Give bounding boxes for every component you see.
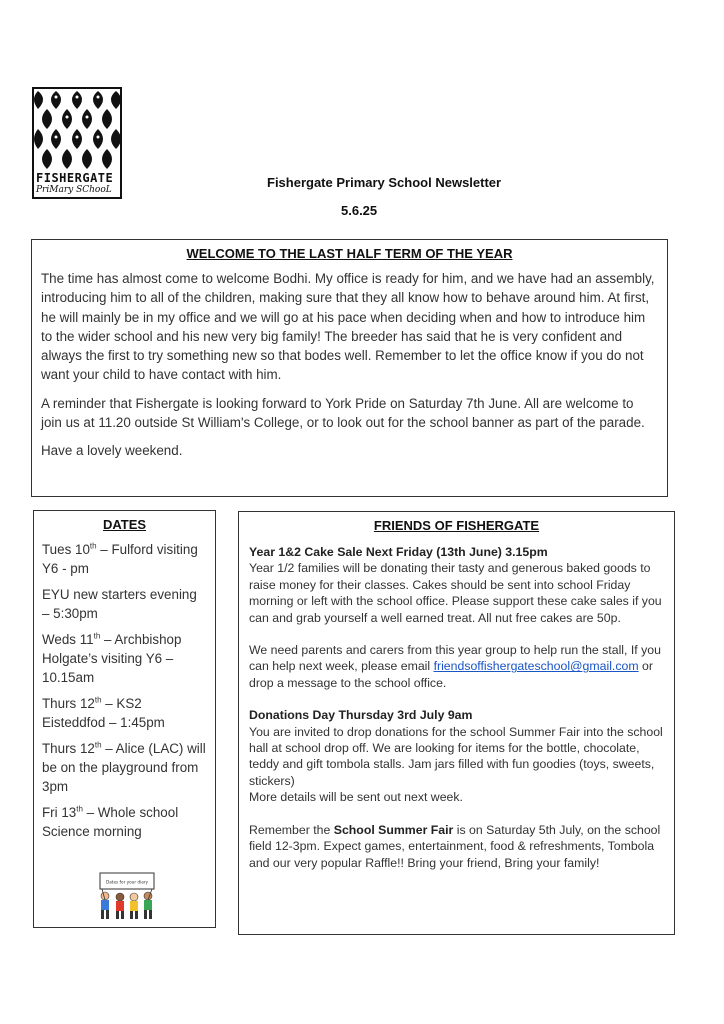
date-item: Thurs 12th – Alice (LAC) will be on the playground from 3pm bbox=[42, 740, 206, 794]
dates-section bbox=[33, 510, 216, 928]
dates-heading: DATES bbox=[102, 517, 147, 532]
logo-text-line1: FISHERGATE bbox=[36, 171, 114, 185]
cake-sale-title: Year 1&2 Cake Sale Next Friday (13th June) 3.15pm bbox=[249, 545, 548, 559]
welcome-paragraph: The time has almost come to welcome Bodhi. My office is ready for him, and we have had an assembly, introducing him to all of the children, making sure that they all know how to behave around him. At first, he will mainly be in my office and we will go at his pace when deciding when and how to introduce him to the wider school and his new very big family! The breeder has said that he is very confident and always the first to try something new so that bodes well. Remember to let the office know if you do not want your child to have contact with him. bbox=[41, 271, 655, 383]
summer-fair-block: Remember the School Summer Fair is on Saturday 5th July, on the school field 12-3pm. Expect games, entertainment, food & refreshments, Tombola and our very popular Raffle!! Bring your friend, Bring your family! bbox=[249, 822, 661, 870]
welcome-paragraph: A reminder that Fishergate is looking forward to York Pride on Saturday 7th June. All are welcome to join us at 11.20 outside St William's College, or to look out for the school banner as part of the parade. bbox=[41, 395, 645, 431]
donations-block bbox=[249, 707, 664, 805]
summer-fair-name: School Summer Fair bbox=[333, 822, 454, 837]
school-logo bbox=[32, 87, 122, 199]
donations-title: Donations Day Thursday 3rd July 9am bbox=[249, 708, 473, 723]
date-item: Thurs 12th – KS2 Eisteddfod – 1:45pm bbox=[42, 695, 165, 730]
logo-text-line2: PriMary SChooL bbox=[36, 185, 112, 195]
friends-section bbox=[238, 511, 675, 935]
fish-pattern-icon bbox=[34, 89, 120, 169]
donations-more: More details will be sent out next week. bbox=[249, 790, 463, 805]
cake-sale-text: Year 1/2 families will be donating their tasty and generous baked goods to raise money for their classes. Cakes should be sent into school Friday morning or left with the school office. Please support these cake sales if you can and grab yourself a well earned treat. All nut free cakes are 50p. bbox=[249, 561, 662, 625]
newsletter-date: 5.6.25 bbox=[341, 203, 378, 218]
welcome-heading: WELCOME TO THE LAST HALF TERM OF THE YEAR bbox=[186, 246, 513, 261]
date-item: EYU new starters evening – 5:30pm bbox=[42, 587, 197, 621]
welcome-section bbox=[31, 239, 668, 497]
friends-heading: FRIENDS OF FISHERGATE bbox=[373, 518, 540, 533]
donations-text: You are invited to drop donations for the school Summer Fair into the school hall at school drop off. We are looking for items for the bottle, chocolate, teddy and gift tombola stalls. Jam jars filled with fun goodies (toys, sweets, stickers) bbox=[249, 724, 663, 788]
svg-text:Dates for your diary: Dates for your diary bbox=[106, 879, 148, 885]
newsletter-title: Fishergate Primary School Newsletter bbox=[267, 175, 502, 190]
children-banner-icon bbox=[96, 871, 158, 923]
date-item: Fri 13th – Whole school Science morning bbox=[42, 804, 179, 839]
welcome-paragraph: Have a lovely weekend. bbox=[41, 443, 183, 459]
cake-sale-block bbox=[249, 544, 664, 626]
email-link[interactable]: friendsoffishergateschool@gmail.com bbox=[433, 659, 639, 674]
date-item: Tues 10th – Fulford visiting Y6 - pm bbox=[42, 541, 198, 576]
help-block: We need parents and carers from this year group to help run the stall, If you can help next week, please email friendsoffishergateschool@gmail.com or drop a message to the school office. bbox=[249, 643, 661, 690]
date-item: Weds 11th – Archbishop Holgate’s visiting Y6 – 10.15am bbox=[42, 631, 182, 685]
